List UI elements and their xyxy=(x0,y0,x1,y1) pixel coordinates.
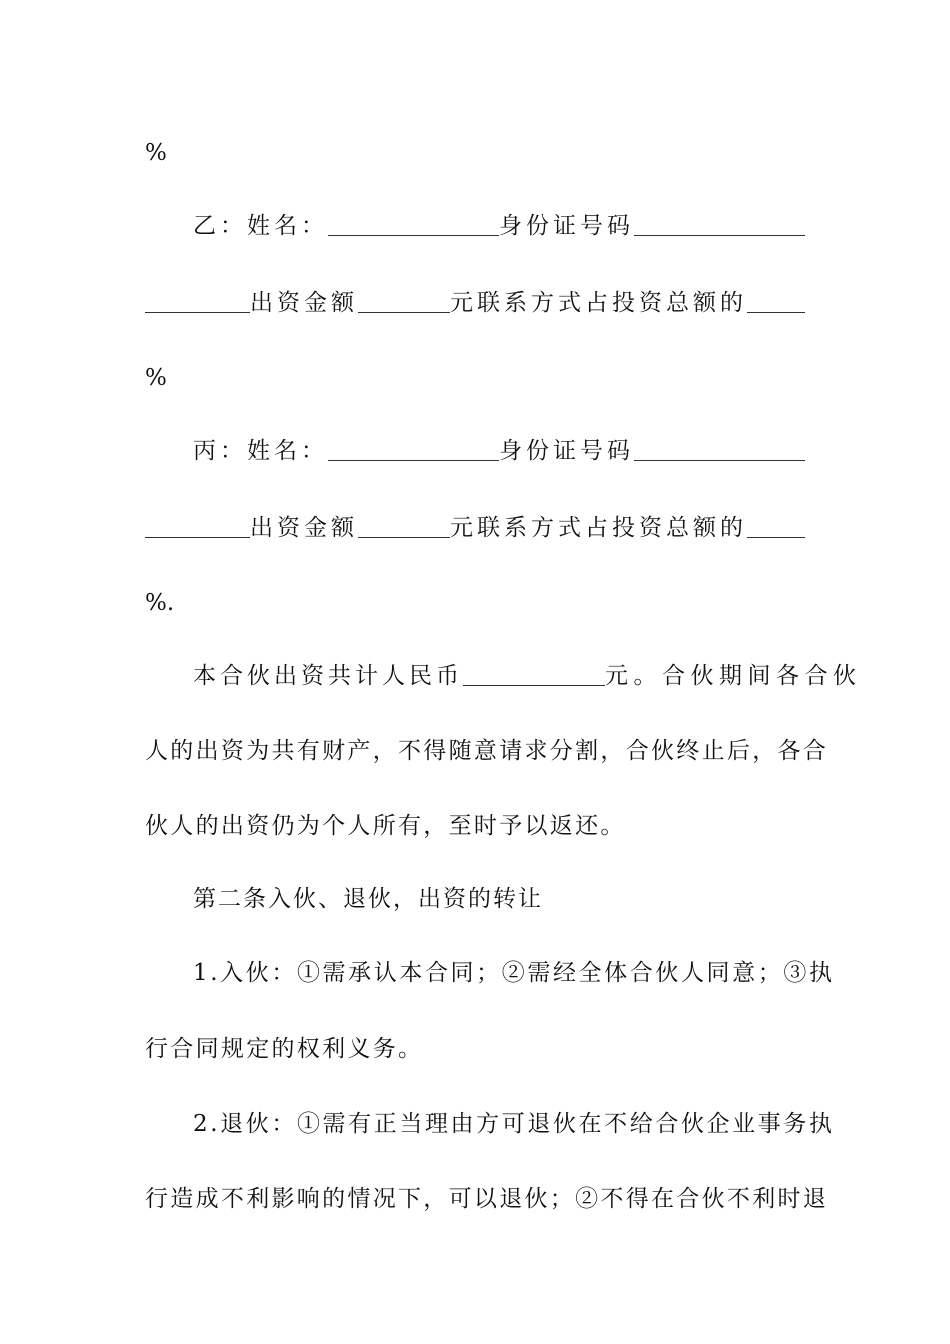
party-b-share-blank[interactable] xyxy=(747,290,805,313)
party-b-name-blank[interactable] xyxy=(328,213,499,236)
party-c-amount-label: 出资金额 xyxy=(250,515,358,541)
percent-line-2: % xyxy=(145,365,167,391)
party-c-name-label: 丙：姓名： xyxy=(193,438,328,464)
party-c-name-blank[interactable] xyxy=(328,438,499,461)
paragraph-line-12: 1.入伙：①需承认本合同；②需经全体合伙人同意；③执 xyxy=(193,960,835,986)
party-c-id-label: 身份证号码 xyxy=(499,438,634,464)
total-investment-label: 本合伙出资共计人民币 xyxy=(193,663,463,689)
party-b-id-label: 身份证号码 xyxy=(499,213,634,239)
party-b-name-line xyxy=(193,211,805,241)
paragraph-line-10: 伙人的出资仍为个人所有，至时予以返还。 xyxy=(145,813,626,839)
party-c-amount-blank[interactable] xyxy=(358,515,450,538)
party-c-name-line xyxy=(193,436,805,466)
paragraph-line-14: 2.退伙：①需有正当理由方可退伙在不给合伙企业事务执 xyxy=(193,1111,835,1137)
percent-line-1: % xyxy=(145,140,167,166)
paragraph-line-09: 人的出资为共有财产，不得随意请求分割，合伙终止后，各合 xyxy=(145,738,829,764)
party-b-id-blank-cont[interactable] xyxy=(145,290,250,313)
party-c-share-blank[interactable] xyxy=(747,515,805,538)
section-heading-article-2: 第二条入伙、退伙，出资的转让 xyxy=(193,886,543,912)
percent-line-3: %. xyxy=(145,590,175,616)
party-b-name-label: 乙：姓名： xyxy=(193,213,328,239)
total-investment-line xyxy=(193,661,862,691)
total-investment-blank[interactable] xyxy=(463,663,605,686)
party-b-amount-label: 出资金额 xyxy=(250,290,358,316)
total-investment-suffix: 元。合伙期间各合伙 xyxy=(605,663,862,689)
paragraph-line-13: 行合同规定的权利义务。 xyxy=(145,1036,424,1062)
party-b-contact-label: 元联系方式占投资总额的 xyxy=(450,290,747,316)
paragraph-line-15: 行造成不利影响的情况下，可以退伙；②不得在合伙不利时退 xyxy=(145,1186,829,1212)
party-c-id-blank[interactable] xyxy=(634,438,805,461)
party-c-amount-line xyxy=(145,513,805,543)
party-c-id-blank-cont[interactable] xyxy=(145,515,250,538)
party-b-amount-line xyxy=(145,288,805,318)
party-b-amount-blank[interactable] xyxy=(358,290,450,313)
party-c-contact-label: 元联系方式占投资总额的 xyxy=(450,515,747,541)
party-b-id-blank[interactable] xyxy=(634,213,805,236)
